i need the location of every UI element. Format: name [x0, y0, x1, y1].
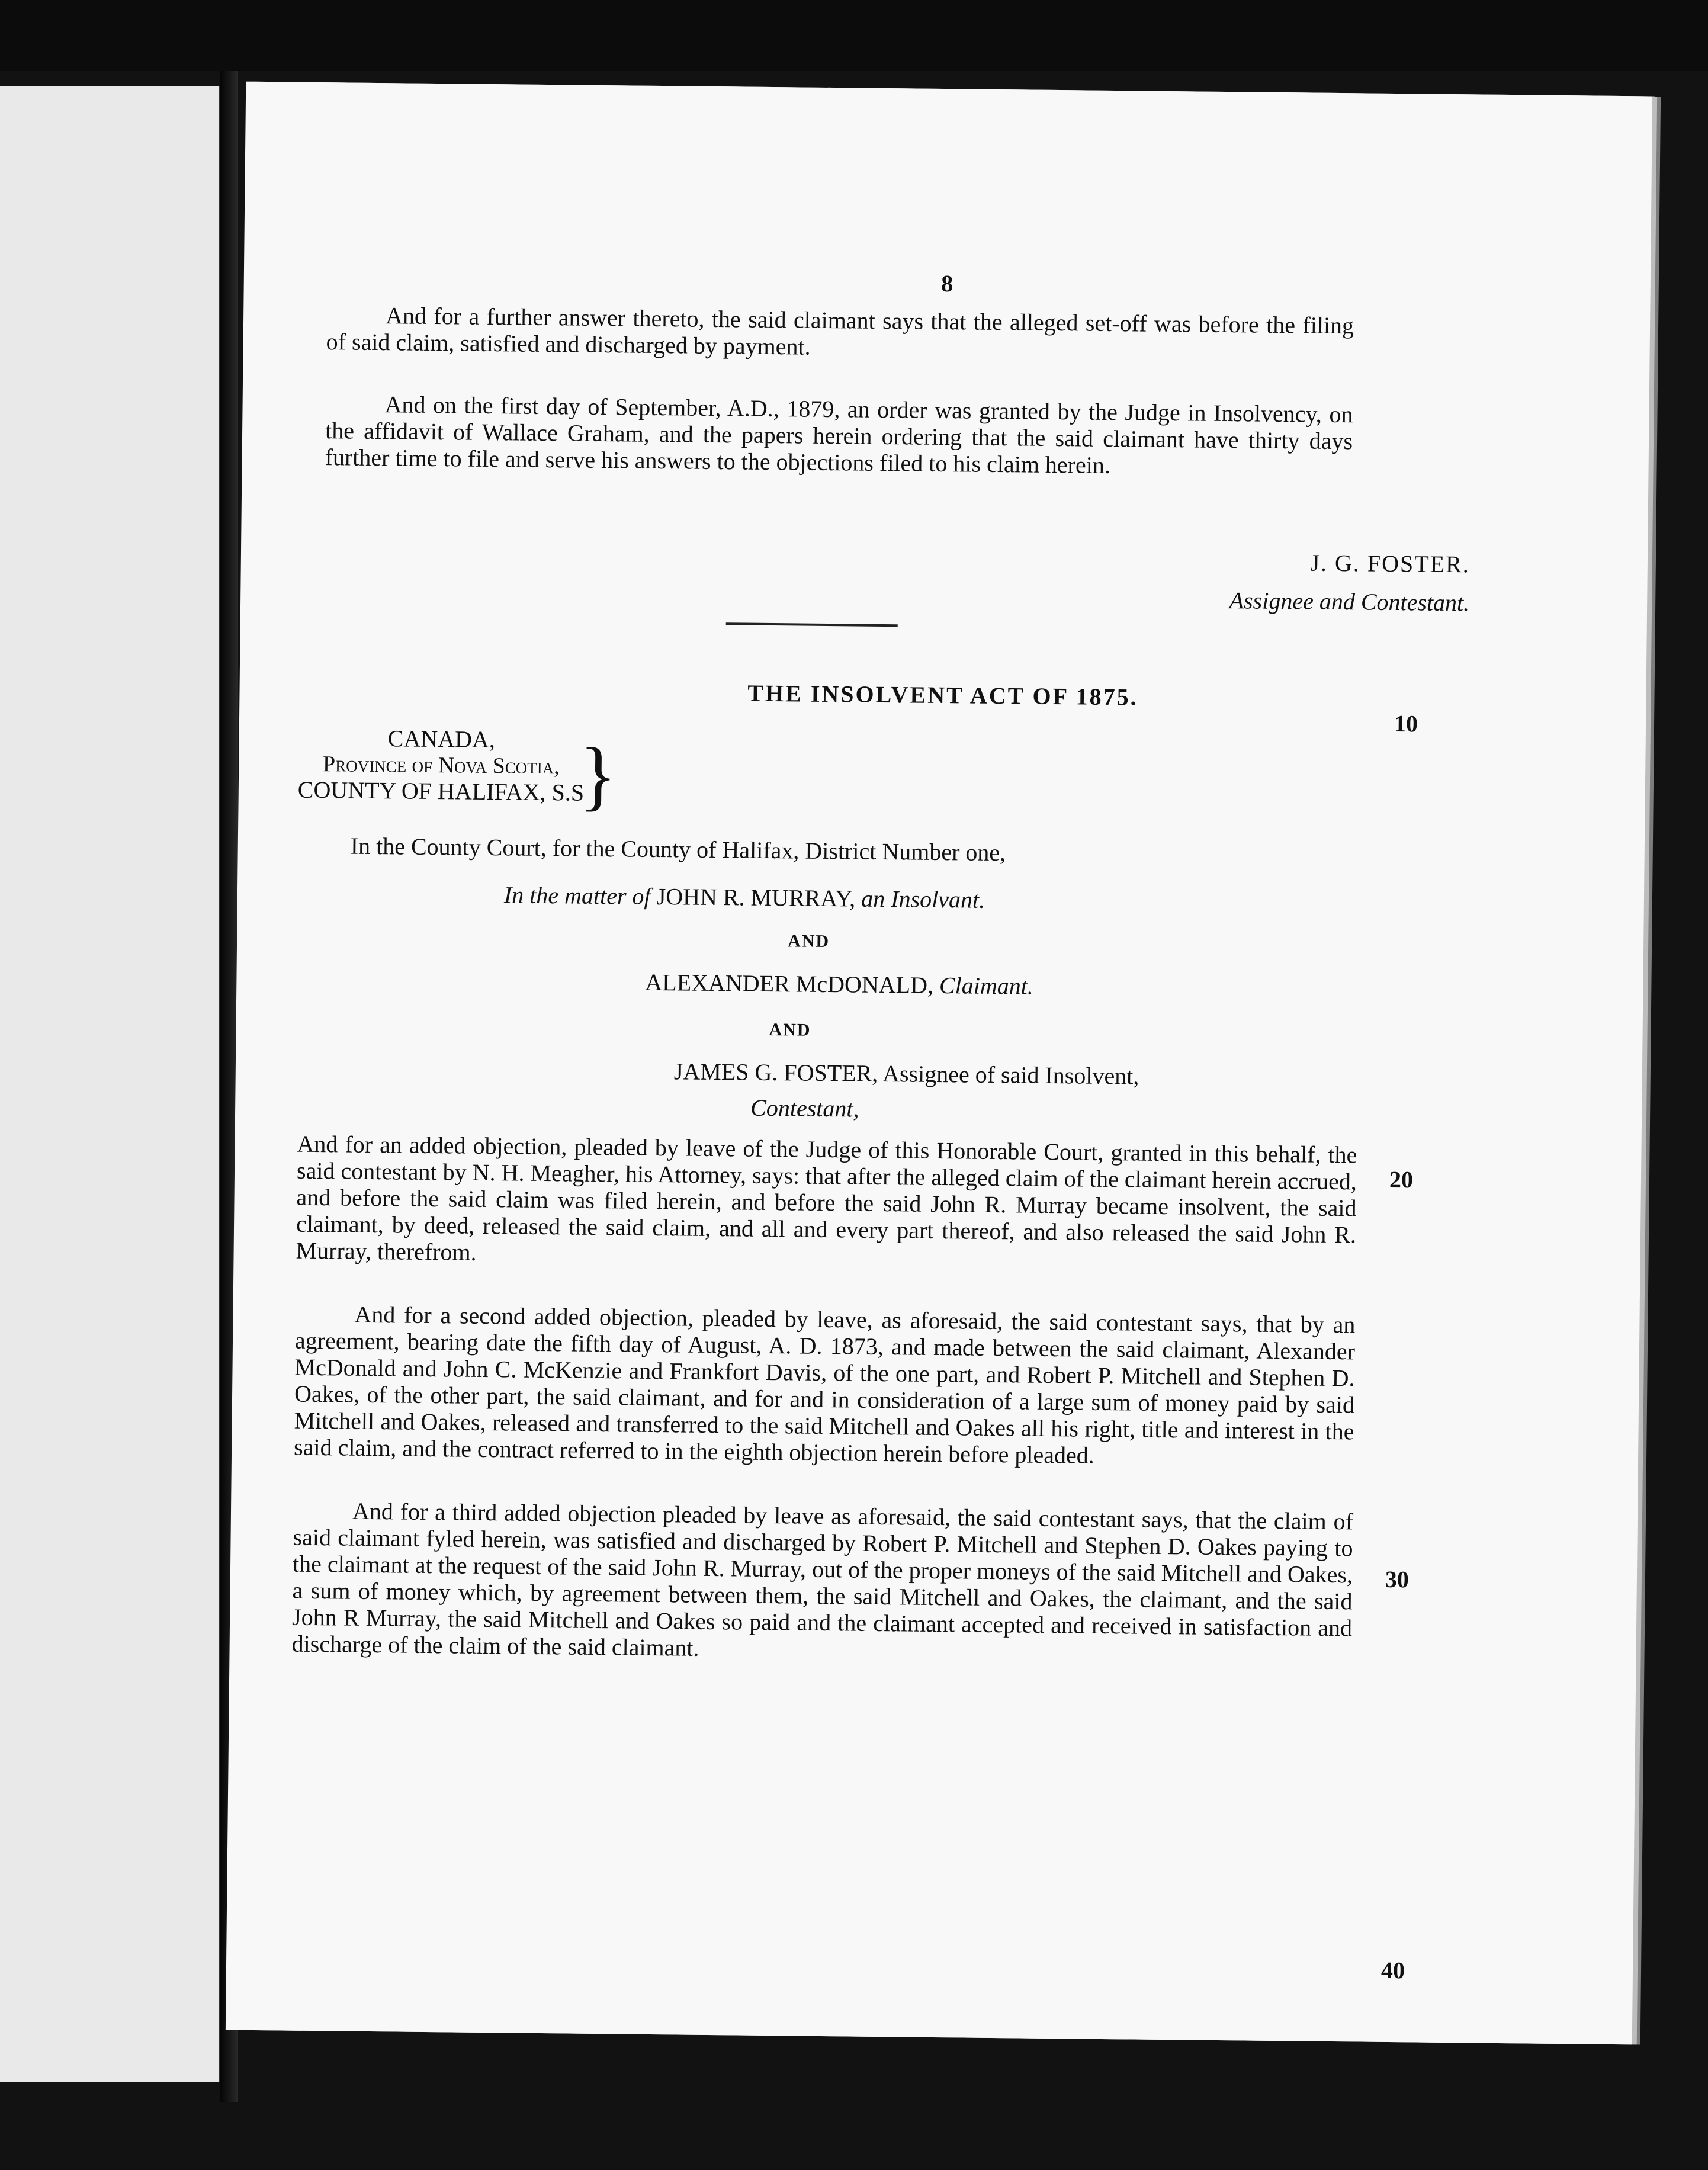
caption-province: Province of Nova Scotia, — [322, 752, 560, 779]
insolvent-name: JOHN R. MURRAY, — [656, 882, 856, 912]
paragraph-further-answer: And for a further answer thereto, the said claimant says that the alleged set-off was before the filing of said claim, satisfied and discharged by payment. — [326, 302, 1354, 360]
section-divider — [726, 622, 898, 627]
paragraph-objection-3: And for a third added objection pleaded by leave as aforesaid, the said contestant says, that the claim of said claimant fyled herein, was satisfied and discharged by Robert P. Mitchell and Stephen D. Oakes paying to the claimant at the request of the said John R. Murray, out of the proper moneys of the said Mitchell and Oakes, a sum of money which, by agreement between them, the said Mitchell and Oakes, the claimant, and the said John R Murray, the said Mitchell and Oakes so paid and the claimant accepted and received in satisfaction and discharge of the claim of the said claimant. — [291, 1497, 1354, 1661]
line-number: 30 — [1385, 1565, 1410, 1593]
line-number: 20 — [1389, 1166, 1414, 1193]
scan-top-border — [0, 0, 1708, 71]
matter-line — [504, 881, 985, 914]
document-page — [226, 82, 1652, 2045]
claimant-line — [645, 968, 1033, 1000]
assignee-line: JAMES G. FOSTER, Assignee of said Insolvent, — [673, 1058, 1139, 1090]
line-number: 40 — [1380, 1956, 1405, 1984]
claimant-role: Claimant. — [939, 971, 1034, 1000]
paragraph-objection-2: And for a second added objection, pleaded by leave, as aforesaid, the said contestant says, that by an agreement, bearing date the fifth day of August, A. D. 1873, and made between the said claimant, Alexander McDonald and John C. McKenzie and Frankfort Davis, of the one part, and Robert P. Mitchell and Stephen D. Oakes, of the other part, the said claimant, and for and in consideration of a large sum of money paid by said Mitchell and Oakes, released and transferred to the said Mitchell and Oakes all his right, title and interest in the said claim, and the contract referred to in the eighth objection herein before pleaded. — [293, 1301, 1356, 1469]
matter-prefix: In the matter of — [503, 881, 651, 910]
signature-role: Assignee and Contestant. — [1229, 587, 1470, 617]
page-number: 8 — [941, 269, 953, 297]
and-connector: AND — [787, 931, 830, 952]
matter-suffix: an Insolvant. — [861, 885, 985, 913]
signature-name: J. G. FOSTER. — [1310, 549, 1471, 578]
paragraph-objection-1: And for an added objection, pleaded by leave of the Judge of this Honorable Court, granted in this behalf, the said contestant by N. H. Meagher, his Attorney, says: that after the alleged claim of the claimant herein accrued, and before the said claim was filed herein, and before the said John R. Murray became insolvent, the said claimant, by deed, released the said claim, and all and every part thereof, and also released the said John R. Murray, therefrom. — [296, 1130, 1357, 1266]
objections-section — [291, 1131, 1357, 1705]
paragraph-order: And on the first day of September, A.D., 1879, an order was granted by the Judge in Insolvency, on the affidavit of Wallace Graham, and the papers herein ordering that the said claimant have thirty days further time to file and serve his answers to the objections filed to his claim herein. — [325, 391, 1353, 479]
caption-brace: } — [579, 731, 618, 819]
jurisdiction-caption — [298, 725, 585, 806]
court-line: In the County Court, for the County of Halifax, District Number one, — [350, 832, 1006, 866]
line-number: 10 — [1394, 710, 1418, 737]
act-title: THE INSOLVENT ACT OF 1875. — [747, 679, 1138, 711]
claimant-name: ALEXANDER McDONALD, — [645, 968, 934, 999]
caption-county: COUNTY OF HALIFAX, S.S — [297, 776, 585, 806]
contestant-role: Contestant, — [750, 1094, 859, 1122]
and-connector: AND — [769, 1019, 811, 1040]
answer-section — [325, 301, 1354, 516]
left-facing-page — [0, 86, 223, 2082]
caption-country: CANADA, — [387, 725, 496, 753]
